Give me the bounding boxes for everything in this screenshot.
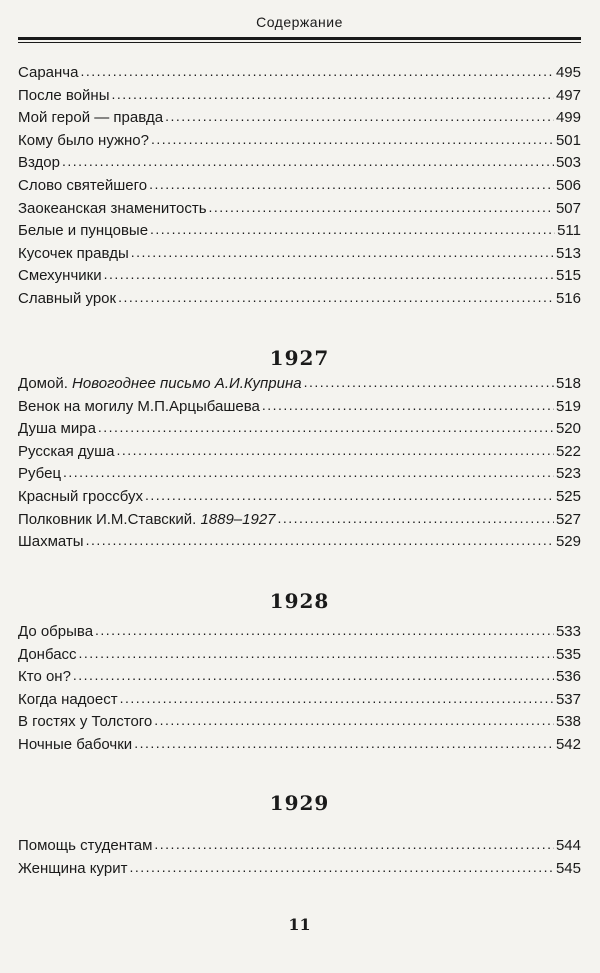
dot-leader — [209, 196, 554, 219]
dot-leader — [86, 529, 554, 552]
dot-leader — [262, 394, 554, 417]
toc-entry — [18, 643, 581, 666]
entry-page: 518 — [555, 375, 581, 392]
entry-page: 544 — [555, 837, 581, 854]
running-header: Содержание — [256, 14, 343, 30]
entry-page: 538 — [555, 713, 581, 731]
entry-page: 501 — [555, 131, 581, 149]
entry-title: Русская душа — [18, 442, 115, 460]
entry-page: 523 — [555, 465, 581, 483]
entry-page: 503 — [555, 154, 581, 172]
entry-page: 536 — [555, 668, 581, 686]
toc-entry — [18, 733, 581, 756]
entry-page: 527 — [555, 510, 581, 528]
entry-page: 520 — [555, 420, 581, 438]
dot-leader — [62, 150, 554, 173]
year-heading: 1929 — [269, 791, 330, 815]
entry-title: Кусочек правды — [18, 244, 129, 262]
toc-section-1928 — [18, 620, 581, 756]
dot-leader — [145, 484, 554, 507]
dot-leader — [131, 241, 554, 264]
dot-leader — [79, 642, 554, 665]
entry-page: 516 — [555, 289, 581, 307]
entry-title: Смехунчики — [18, 267, 102, 285]
toc-entry — [18, 462, 581, 485]
dot-leader — [134, 732, 554, 755]
entry-page: 535 — [555, 645, 581, 663]
entry-title: Заокеанская знаменитость — [18, 199, 207, 217]
header-rule-thin — [18, 42, 581, 43]
dot-leader — [151, 128, 554, 151]
entry-title: Красный гроссбух — [18, 487, 143, 505]
entry-title-note: Новогоднее письмо А.И.Куприна — [72, 375, 302, 392]
toc-entry — [18, 287, 581, 310]
entry-title: Саранча — [18, 64, 79, 81]
toc-entry — [18, 665, 581, 688]
entry-page: 497 — [555, 86, 581, 104]
entry-page: 542 — [555, 735, 581, 753]
toc-entry — [18, 129, 581, 152]
entry-title-main: Полковник И.М.Ставский. — [18, 510, 201, 528]
toc-entry — [18, 530, 581, 553]
dot-leader — [154, 833, 554, 856]
dot-leader — [111, 83, 553, 106]
dot-leader — [150, 218, 555, 241]
entry-title: Женщина курит — [18, 859, 128, 877]
year-heading: 1928 — [269, 589, 330, 613]
dot-leader — [278, 507, 554, 530]
entry-title: Душа мира — [18, 420, 96, 438]
toc-section-unlabeled — [18, 61, 581, 310]
entry-title: Вздор — [18, 154, 60, 172]
dot-leader — [118, 286, 554, 309]
year-heading: 1927 — [269, 346, 330, 370]
toc-entry — [18, 395, 581, 418]
dot-leader — [304, 371, 554, 394]
toc-entry — [18, 106, 581, 129]
entry-page: 525 — [555, 487, 581, 505]
entry-page: 499 — [555, 109, 581, 127]
entry-page: 519 — [555, 397, 581, 415]
entry-title: Белые и пунцовые — [18, 222, 149, 240]
entry-title: После войны — [18, 86, 110, 104]
entry-title — [18, 373, 302, 395]
header-rule-thick — [18, 37, 581, 40]
toc-entry — [18, 440, 581, 463]
toc-entry — [18, 264, 581, 287]
entry-title: Ночные бабочки — [18, 735, 133, 753]
toc-entry — [18, 84, 581, 107]
entry-title-main: Домой. — [18, 375, 73, 392]
toc-entry — [18, 219, 581, 242]
dot-leader — [73, 664, 554, 687]
toc-entry — [18, 417, 581, 440]
page-number: 11 — [288, 915, 311, 934]
entry-page: 495 — [555, 64, 581, 81]
toc-entry — [18, 197, 581, 220]
entry-title: Донбасс — [18, 645, 77, 663]
toc-entry — [18, 61, 581, 84]
entry-title: Рубец — [18, 465, 62, 483]
toc-entry — [18, 372, 581, 395]
entry-page: 507 — [555, 199, 581, 217]
entry-title: Кому было нужно? — [18, 131, 149, 149]
toc-entry — [18, 485, 581, 508]
dot-leader — [117, 439, 554, 462]
entry-title: Когда надоест — [18, 690, 118, 708]
dot-leader — [120, 687, 554, 710]
dot-leader — [129, 856, 554, 879]
dot-leader — [95, 619, 554, 642]
dot-leader — [98, 416, 554, 439]
entry-title: Слово святейшего — [18, 176, 148, 194]
entry-page: 506 — [555, 176, 581, 194]
entry-page: 522 — [555, 442, 581, 460]
entry-page: 529 — [555, 533, 581, 551]
dot-leader — [80, 60, 554, 83]
toc-entry — [18, 174, 581, 197]
toc-section-1927 — [18, 372, 581, 553]
dot-leader — [149, 173, 554, 196]
entry-page: 533 — [555, 623, 581, 640]
toc-entry — [18, 242, 581, 265]
entry-title: Венок на могилу М.П.Арцыбашева — [18, 397, 260, 415]
dot-leader — [154, 709, 554, 732]
entry-title-note: 1889–1927 — [200, 510, 276, 528]
dot-leader — [165, 105, 554, 128]
toc-entry — [18, 620, 581, 643]
toc-entry — [18, 857, 581, 880]
dot-leader — [104, 263, 554, 286]
entry-title: Шахматы — [18, 533, 84, 551]
entry-page: 511 — [557, 222, 581, 240]
toc-entry — [18, 508, 581, 531]
toc-entry — [18, 834, 581, 857]
entry-page: 545 — [555, 859, 581, 877]
entry-title: Помощь студентам — [18, 837, 153, 854]
toc-entry — [18, 710, 581, 733]
toc-entry — [18, 151, 581, 174]
entry-page: 537 — [555, 690, 581, 708]
entry-title: Мой герой — правда — [18, 109, 164, 127]
entry-page: 515 — [555, 267, 581, 285]
entry-title: В гостях у Толстого — [18, 713, 153, 731]
entry-page: 513 — [555, 244, 581, 262]
dot-leader — [63, 461, 554, 484]
toc-entry — [18, 688, 581, 711]
toc-section-1929 — [18, 834, 581, 879]
entry-title: Кто он? — [18, 668, 71, 686]
entry-title — [18, 509, 276, 531]
entry-title: До обрыва — [18, 623, 94, 640]
entry-title: Славный урок — [18, 289, 117, 307]
